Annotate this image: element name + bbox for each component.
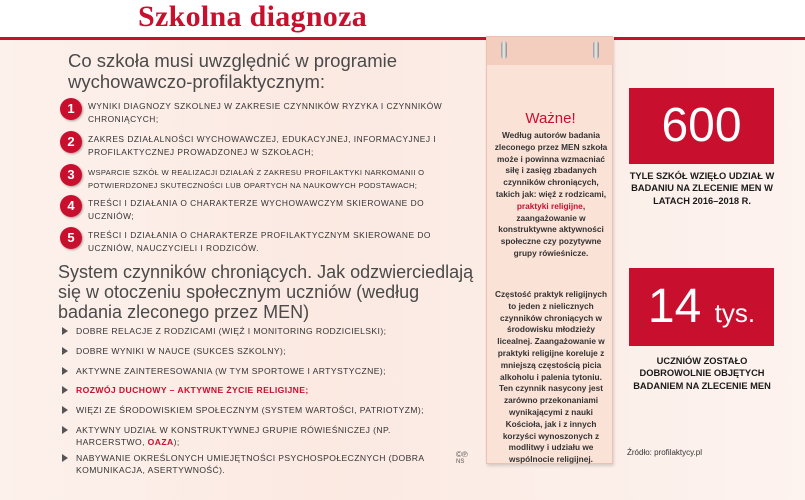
triangle-bullet-icon	[62, 386, 68, 394]
stat-box-students	[629, 268, 774, 346]
copyright-mark	[456, 450, 468, 465]
copyright-text: ©℗	[456, 450, 468, 459]
number-badge: 5	[60, 227, 82, 249]
panel-title: Ważne!	[525, 110, 576, 127]
bullet-text-part: AKTYWNY UDZIAŁ W KONSTRUKTYWNEJ GRUPIE RÓWIEŚNICZEJ (NP. HARCERSTWO,	[76, 425, 391, 447]
section-heading-protective-factors: System czynników chroniących. Jak odzwierciedlają się w otoczeniu społecznym uczniów (według badania zleconego przez MEN)	[58, 262, 474, 322]
panel-header	[487, 37, 614, 65]
stat-caption-students: UCZNIÓW ZOSTAŁO DOBROWOLNIE OBJĘTYCH BADANIEM NA ZLECENIE MEN	[633, 356, 771, 391]
stat-unit: tys.	[714, 298, 756, 328]
source-note: Źródło: profilaktycy.pl	[627, 448, 702, 457]
stat-caption-schools: TYLE SZKÓŁ WZIĘŁO UDZIAŁ W BADANIU NA ZLECENIE MEN W LATACH 2016–2018 R.	[629, 171, 775, 206]
numbered-item-text: ZAKRES DZIAŁALNOŚCI WYCHOWAWCZEJ, EDUKACYJNEJ, INFORMACYJNEJ I PROFILAKTYCZNEJ PROWADZONEJ W SZKOŁACH;	[88, 134, 437, 157]
bullet-text: AKTYWNE ZAINTERESOWANIA (W TYM SPORTOWE I ARTYSTYCZNE);	[76, 366, 386, 376]
bullet-text	[76, 424, 461, 448]
triangle-bullet-icon	[62, 327, 68, 335]
number-badge: 4	[60, 195, 82, 217]
section-heading-program: Co szkoła musi uwzględnić w programie wychowawczo-profilaktycznym:	[68, 50, 398, 92]
panel-text: Według autorów badania zleconego przez MEN szkoła może i powinna wzmacniać siłę i zasięg zbadanych czynników chroniących, takich jak: więź z rodzicami,	[494, 130, 608, 199]
binder-ring-icon	[593, 41, 599, 59]
triangle-bullet-icon	[62, 406, 68, 414]
number-badge: 3	[60, 164, 82, 186]
bullet-text-highlight: ROZWÓJ DUCHOWY – AKTYWNE ŻYCIE RELIGIJNE;	[76, 385, 309, 395]
triangle-bullet-icon	[62, 367, 68, 375]
triangle-bullet-icon	[62, 454, 68, 462]
bullet-text-part: );	[173, 437, 180, 447]
number-badge: 1	[60, 98, 82, 120]
numbered-item-text: WSPARCIE SZKÓŁ W REALIZACJI DZIAŁAŃ Z ZAKRESU PROFILAKTYKI NARKOMANII O POTWIERDZONEJ SKUTECZNOŚCI LUB OPARTYCH NA NAUKOWYCH PODSTAWACH;	[88, 168, 425, 190]
panel-paragraph-2: Częstość praktyk religijnych to jeden z nielicznych czynników chroniących w środowisku młodzieży licealnej. Zaangażowanie w praktyki religijne koreluje z mniejszą częstością picia alkoholu i palenia tytoniu. Ten czynnik nasycony jest zarówno przekonaniami wynikającymi z nauki Kościoła, jak i z innych korzyści wynoszonych z modlitwy i udziału we wspólnocie religijnej.	[494, 289, 608, 465]
stat-value: 600	[661, 99, 742, 152]
copyright-sub: NS	[456, 459, 465, 465]
numbered-item-text: TREŚCI I DZIAŁANIA O CHARAKTERZE PROFILAKTYCZNYM SKIEROWANE DO UCZNIÓW, NAUCZYCIELI I RODZICÓW.	[88, 230, 431, 253]
title-bar	[0, 0, 805, 40]
bullet-text: WIĘZI ZE ŚRODOWISKIEM SPOŁECZNYM (SYSTEM WARTOŚCI, PATRIOTYZM);	[76, 405, 424, 415]
number-badge: 2	[60, 131, 82, 153]
bullet-text: DOBRE WYNIKI W NAUCE (SUKCES SZKOLNY);	[76, 346, 287, 356]
bullet-text: NABYWANIE OKREŚLONYCH UMIEJĘTNOŚCI PSYCHOSPOŁECZNYCH (DOBRA KOMUNIKACJA, ASERTYWNOŚĆ).	[76, 453, 424, 475]
numbered-item-text: WYNIKI DIAGNOZY SZKOLNEJ W ZAKRESIE CZYNNIKÓW RYZYKA I CZYNNIKÓW CHRONIĄCYCH;	[88, 101, 443, 124]
title-rule	[0, 37, 805, 40]
panel-paragraph-1	[493, 130, 609, 260]
stat-value: 14	[647, 280, 702, 333]
bullet-text: DOBRE RELACJE Z RODZICAMI (WIĘŹ I MONITORING RODZICIELSKI);	[76, 326, 387, 336]
numbered-item-text: TREŚCI I DZIAŁANIA O CHARAKTERZE WYCHOWAWCZYM SKIEROWANE DO UCZNIÓW;	[88, 198, 425, 221]
stat-box-schools	[629, 88, 774, 164]
panel-text: , zaangażowanie w konstruktywne aktywności społeczne czy pozytywne grupy rówieśnicze.	[498, 200, 604, 258]
bullet-text-highlight: OAZA	[147, 437, 174, 447]
panel-text-highlight: praktyki religijne	[516, 200, 583, 211]
page-title: Szkolna diagnoza	[138, 0, 368, 33]
binder-ring-icon	[501, 41, 507, 59]
triangle-bullet-icon	[62, 426, 68, 434]
triangle-bullet-icon	[62, 347, 68, 355]
important-panel	[486, 36, 613, 464]
